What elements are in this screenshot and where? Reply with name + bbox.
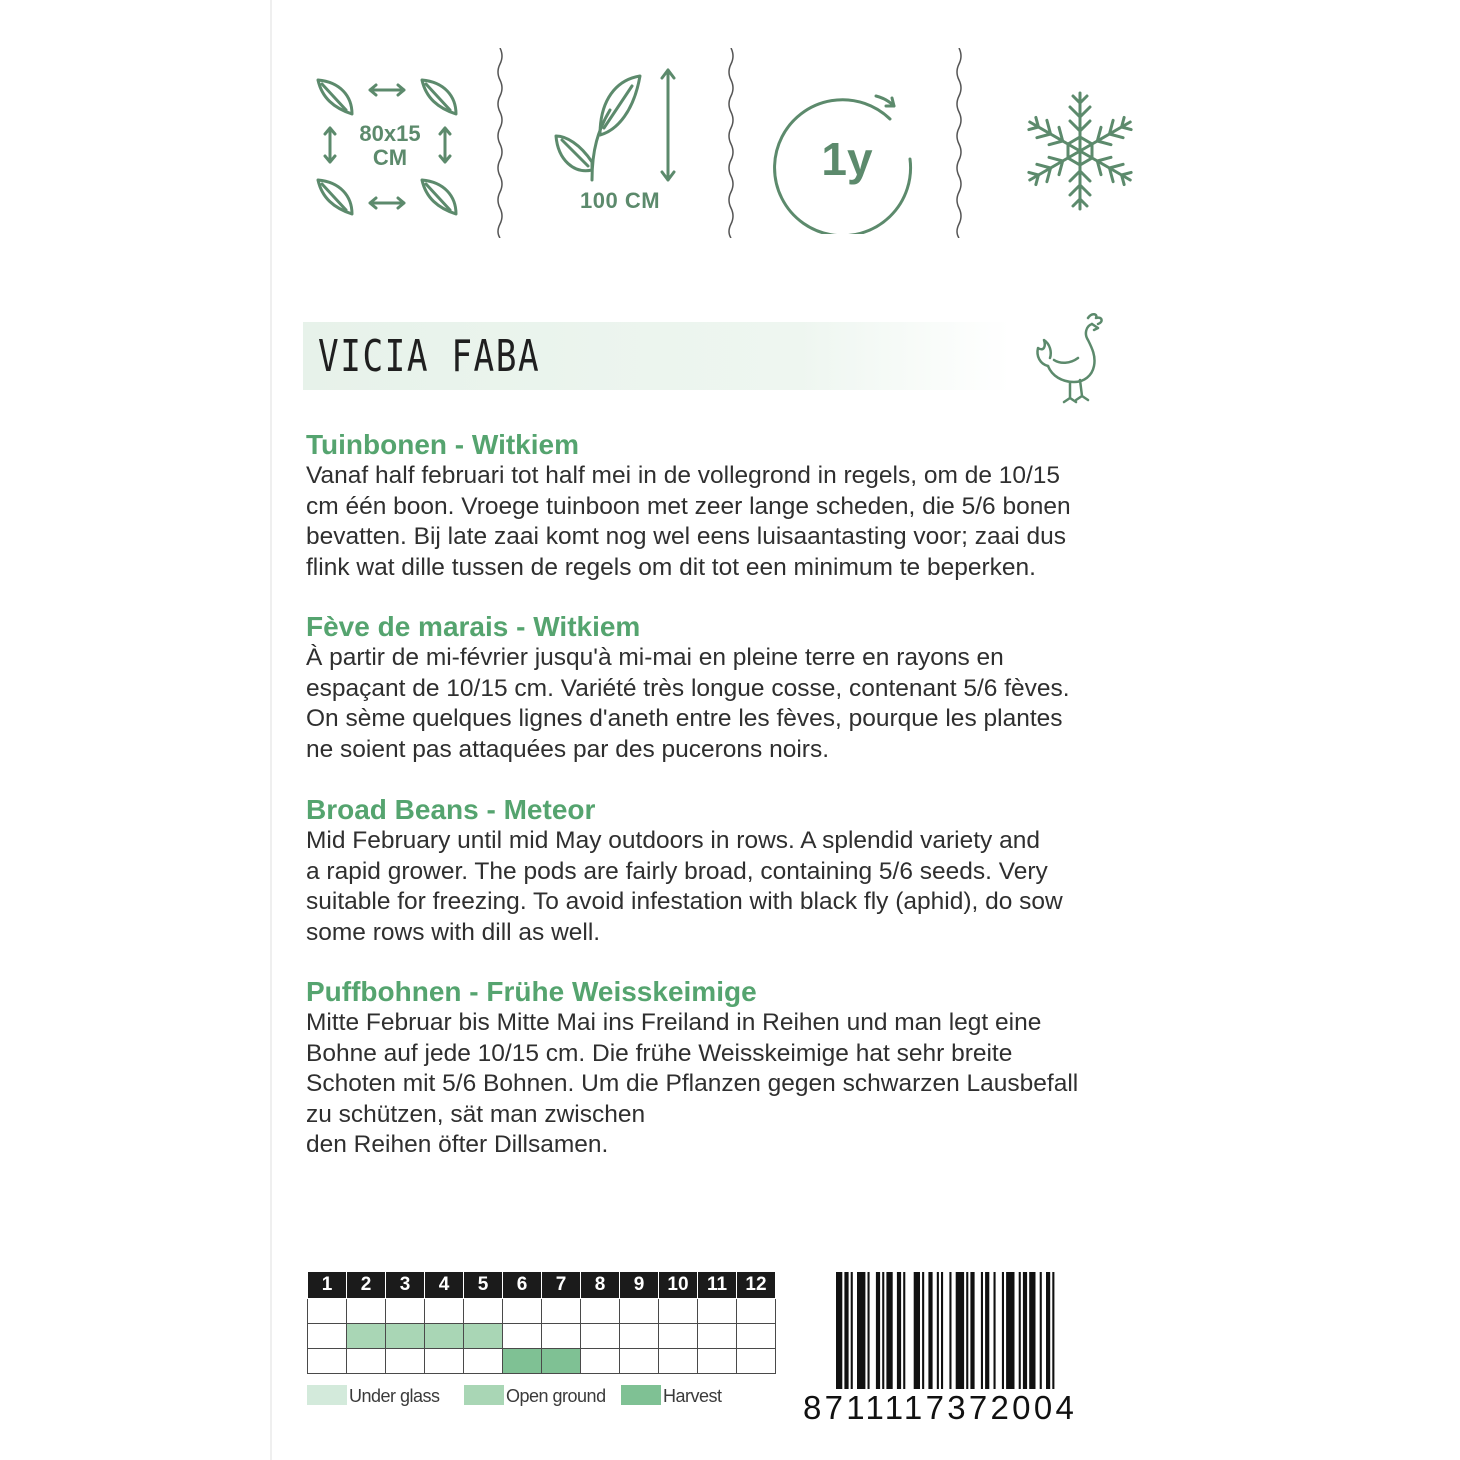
month-header: 2 [347,1272,386,1299]
plant-spacing-icon [300,40,470,240]
month-header: 11 [698,1272,737,1299]
calendar-cell [503,1349,542,1374]
wavy-divider [726,48,736,238]
leaf-icon [422,80,456,114]
calendar-cell [464,1349,503,1374]
calendar-cell [737,1324,776,1349]
description-heading: Tuinbonen - Witkiem [306,429,579,460]
legend-label: Harvest [663,1386,722,1406]
calendar-row-under-glass [308,1299,776,1324]
legend-swatch [621,1385,661,1405]
month-header: 5 [464,1272,503,1299]
calendar-cell [386,1299,425,1324]
calendar-cell [503,1324,542,1349]
calendar-cell [581,1349,620,1374]
month-header: 12 [737,1272,776,1299]
leaf-icon [422,180,456,214]
snowflake-icon [1020,86,1140,216]
description-text: Vanaf half februari tot half mei in de vollegrond in regels, om de 10/15 cm één boon. Vroege tuinboon met zeer lange scheden, die 5/6 bonen bevatten. Bij late zaai komt nog wel eens luisaantasting voor; zaai dus flink wat dille tussen de regels om dit tot een minimum te beperken. [306,462,1071,581]
calendar-cell [347,1324,386,1349]
calendar-cell [659,1349,698,1374]
plant-spacing-label: 80x15 CM [359,121,421,170]
description-heading: Fève de marais - Witkiem [306,611,641,642]
icon-strip [300,40,1160,240]
lifecycle-label: 1y [821,133,873,185]
legend-swatch [307,1385,347,1405]
legend-label: Under glass [349,1386,440,1406]
calendar-cell [425,1349,464,1374]
calendar-cell [698,1349,737,1374]
description-heading: Broad Beans - Meteor [306,794,596,825]
calendar-cell [659,1299,698,1324]
month-header: 4 [425,1272,464,1299]
legend-swatch [464,1385,504,1405]
calendar-cell [698,1324,737,1349]
description-nl [306,429,1166,583]
calendar-cell [425,1299,464,1324]
calendar-cell [698,1299,737,1324]
wavy-divider [495,48,505,238]
description-heading: Puffbohnen - Frühe Weisskeimige [306,976,757,1007]
month-header: 6 [503,1272,542,1299]
calendar-cell [464,1324,503,1349]
month-header: 1 [308,1272,347,1299]
calendar-cell [308,1299,347,1324]
calendar-cell [503,1299,542,1324]
calendar-row-open-ground [308,1324,776,1349]
calendar-row-harvest [308,1349,776,1374]
calendar-legend [307,1383,787,1411]
description-de [306,976,1166,1161]
calendar-cell [581,1324,620,1349]
month-header: 10 [659,1272,698,1299]
month-header: 3 [386,1272,425,1299]
description-text: Mitte Februar bis Mitte Mai ins Freiland in Reihen und man legt eine Bohne auf jede 10/15 cm. Die frühe Weisskeimige hat sehr breite Schoten mit 5/6 Bohnen. Um die Pflanzen gegen schwarzen Lausbefall zu schützen, sät man zwischen den Reihen öfter Dillsamen. [306,1009,1079,1158]
legend-label: Open ground [506,1386,606,1406]
leaf-icon [318,80,352,114]
calendar-cell [308,1324,347,1349]
calendar-cell [386,1324,425,1349]
calendar-cell [659,1324,698,1349]
calendar-cell [386,1349,425,1374]
plant-height-icon [540,40,690,240]
calendar-cell [347,1349,386,1374]
rooster-icon [1030,308,1122,408]
page-edge [270,0,272,1460]
description-text: Mid February until mid May outdoors in rows. A splendid variety and a rapid grower. The pods are fairly broad, containing 5/6 seeds. Very suitable for freezing. To avoid infestation with black fly (aphid), do sow some rows with dill as well. [306,827,1063,946]
latin-name: VICIA FABA [318,331,541,382]
annual-cycle-icon [772,84,922,234]
calendar-cell [542,1349,581,1374]
calendar-cell [620,1299,659,1324]
leaf-icon [318,180,352,214]
calendar-cell [737,1299,776,1324]
calendar-cell [308,1349,347,1374]
barcode-digits: 8711117372004 [803,1389,1078,1426]
calendar-cell [542,1324,581,1349]
sowing-calendar [307,1271,776,1374]
description-en [306,794,1166,948]
calendar-cell [620,1324,659,1349]
month-header: 8 [581,1272,620,1299]
calendar-cell [737,1349,776,1374]
description-text: À partir de mi-février jusqu'à mi-mai en pleine terre en rayons en espaçant de 10/15 cm. Variété très longue cosse, contenant 5/6 fèves. On sème quelques lignes d'aneth entre les fèves, pourque les plantes ne soient pas attaquées par des pucerons noirs. [306,644,1070,763]
month-header: 9 [620,1272,659,1299]
calendar-cell [425,1324,464,1349]
calendar-cell [620,1349,659,1374]
wavy-divider [954,48,964,238]
calendar-cell [542,1299,581,1324]
month-header: 7 [542,1272,581,1299]
description-fr [306,611,1166,765]
calendar-cell [347,1299,386,1324]
plant-height-label: 100 CM [580,188,661,213]
calendar-cell [464,1299,503,1324]
calendar-cell [581,1299,620,1324]
